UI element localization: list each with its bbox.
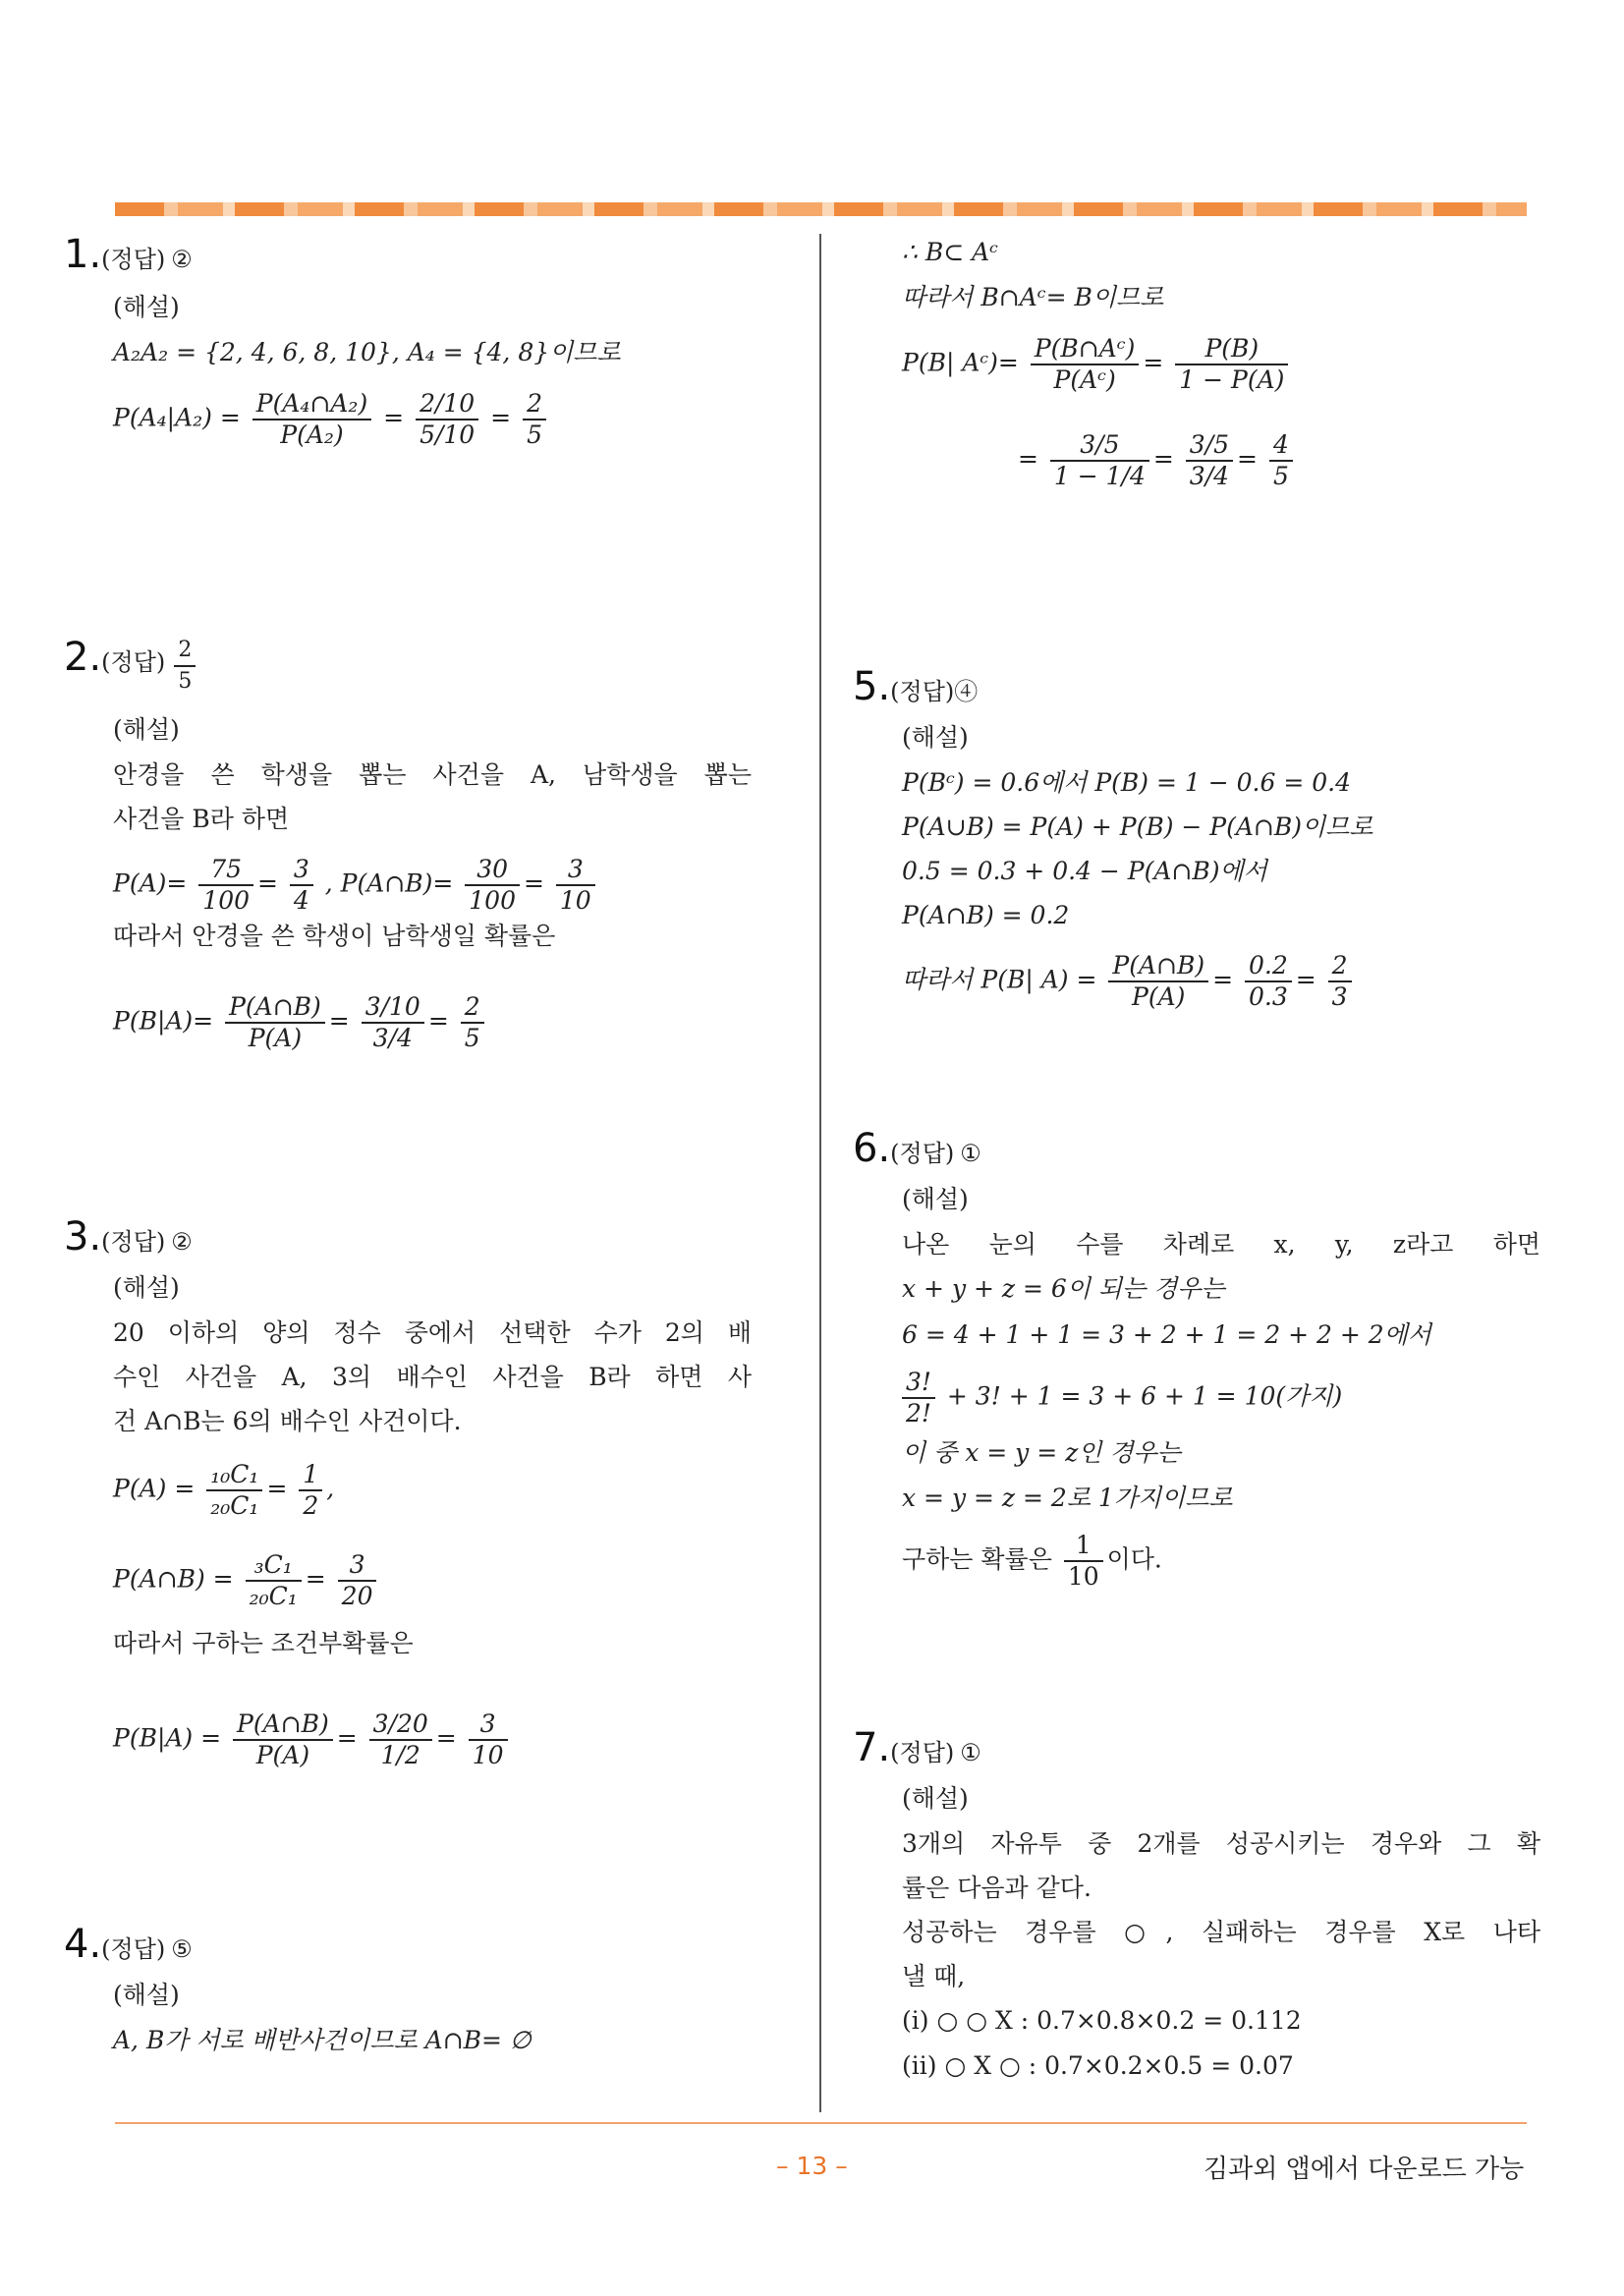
fraction: $\frac{2}{5}$ — [523, 389, 546, 450]
solution-text: 따라서 안경을 쓴 학생이 남학생일 확률은 — [113, 922, 556, 950]
top-decorative-bar — [115, 202, 1527, 216]
answer-tag: (정답) — [101, 648, 166, 676]
solution-text: 수인 사건을 A, 3의 배수인 사건을 B라 하면 사 — [113, 1363, 752, 1391]
solution-line: (ii) ○ X ○ : 0.7×0.2×0.5 = 0.07 — [902, 2051, 1294, 2080]
solution-line: x + y + z = 6이 되는 경우는 — [902, 1274, 1225, 1303]
solution-line: A, B가 서로 배반사건이므로 A∩B= ∅ — [113, 2026, 532, 2054]
solution-text: 낼 때, — [902, 1962, 966, 1990]
solution-formula: = $\frac{3/5}{1 - 1/4}$ = $\frac{3/5}{3/4}$ = $\frac{4}{5}$ — [1018, 430, 1297, 491]
solution-line: 이 중 x = y = z인 경우는 — [902, 1438, 1181, 1467]
answer-tag: (정답) — [101, 1935, 166, 1963]
answer-tag: (정답) — [890, 1739, 955, 1766]
fraction: $\frac{\text{P(A₄∩A₂)}}{\text{P(A₂)}}$ — [252, 389, 371, 450]
solution-text: 률은 다음과 같다. — [902, 1874, 1092, 1902]
problem-number: 4. — [64, 1922, 102, 1967]
solution-line: A₂A₂ = {2, 4, 6, 8, 10}, A₄ = {4, 8}이므로 — [113, 338, 621, 366]
solution-text: 20 이하의 양의 정수 중에서 선택한 수가 2의 배 — [113, 1318, 752, 1347]
compound-fraction: $\frac{2/10}{5/10}$ — [416, 389, 478, 450]
solution-text: 안경을 쓴 학생을 뽑는 사건을 A, 남학생을 뽑는 — [113, 760, 752, 789]
solution-formula: P(A) = $\frac{\text{₁₀C₁}}{\text{₂₀C₁}}$ = $\frac{1}{2}$ , — [113, 1460, 335, 1520]
solution-line: (i) ○ ○ X : 0.7×0.8×0.2 = 0.112 — [902, 2006, 1302, 2035]
answer-value: ② — [171, 246, 193, 273]
solution-text: 나온 눈의 수를 차례로 x, y, z라고 하면 — [902, 1230, 1540, 1259]
solution-line: P(A∩B) = 0.2 — [902, 901, 1070, 929]
footer-divider — [115, 2122, 1527, 2124]
solution-formula: P(B|A) = $\frac{P(A\cap B)}{P(A)}$ = $\frac{3/20}{1/2}$ = $\frac{3}{10}$ — [113, 1709, 512, 1770]
problem-number: 5. — [853, 664, 891, 709]
solution-line: ∴ B⊂ Aᶜ — [902, 238, 998, 266]
problem-number: 1. — [64, 232, 102, 277]
solution-formula: P(B| Aᶜ)= $\frac{\text{P(B∩Aᶜ)}}{\text{P(Aᶜ)}}$ = $\frac{P(B)}{1 - P(A)}$ — [902, 334, 1292, 395]
solution-formula: 따라서 P(B| A) = $\frac{P(A\cap B)}{P(A)}$ = $\frac{0.2}{0.3}$ = $\frac{2}{3}$ — [902, 951, 1356, 1012]
explain-label: (해설) — [113, 1273, 180, 1302]
answer-tag: (정답) — [890, 678, 955, 705]
explain-label: (해설) — [113, 715, 180, 744]
explain-label: (해설) — [113, 1981, 180, 2009]
answer-tag: (정답) — [101, 246, 166, 273]
answer-tag: (정답) — [101, 1228, 166, 1256]
solution-line: P(A∪B) = P(A) + P(B) − P(A∩B)이므로 — [902, 812, 1373, 841]
solution-text: 3개의 자유투 중 2개를 성공시키는 경우와 그 확 — [902, 1829, 1540, 1858]
solution-formula: P(A∩B) = $\frac{\text{₃C₁}}{\text{₂₀C₁}}$ = $\frac{3}{20}$ — [113, 1550, 380, 1611]
explain-label: (해설) — [902, 1784, 969, 1813]
page-number: – 13 – — [776, 2152, 848, 2180]
explain-label: (해설) — [902, 723, 969, 752]
solution-formula: P(A₄|A₂) = $\frac{\text{P(A₄∩A₂)}}{\text{P(A₂)}}$ = $\frac{2/10}{5/10}$ = $\frac{2}{5}$ — [113, 389, 550, 450]
formula-lhs: P(A₄|A₂) = — [113, 403, 241, 432]
solution-line: x = y = z = 2로 1가지이므로 — [902, 1484, 1233, 1512]
answer-value: ⑤ — [171, 1935, 193, 1963]
problem-number: 7. — [853, 1725, 891, 1770]
footer-note: 김과외 앱에서 다운로드 가능 — [1204, 2155, 1525, 2184]
solution-text: 따라서 구하는 조건부확률은 — [113, 1629, 414, 1657]
solution-formula: P(B|A)= $\frac{P(A\cap B)}{P(A)}$ = $\frac{3/10}{3/4}$ = $\frac{2}{5}$ — [113, 992, 488, 1053]
explain-label: (해설) — [902, 1185, 969, 1213]
answer-value: ② — [171, 1228, 193, 1256]
answer-value: ① — [960, 1739, 981, 1766]
problem-number: 6. — [853, 1126, 891, 1171]
answer-tag: (정답) — [890, 1140, 955, 1167]
solution-formula: P(A)= $\frac{75}{100}$ = $\frac{3}{4}$ , P(A∩B)= $\frac{30}{100}$ = $\frac{3}{10}$ — [113, 855, 599, 916]
answer-value: ④ — [954, 678, 979, 705]
column-divider — [819, 234, 821, 2112]
solution-line: 0.5 = 0.3 + 0.4 − P(A∩B)에서 — [902, 857, 1267, 885]
answer-value: $\frac{2}{5}$ — [174, 636, 196, 697]
problem-number: 2. — [64, 635, 102, 680]
solution-text: 사건을 B라 하면 — [113, 805, 290, 833]
solution-text: 건 A∩B는 6의 배수인 사건이다. — [113, 1407, 462, 1435]
explain-label: (해설) — [113, 293, 180, 321]
answer-value: ① — [960, 1140, 981, 1167]
solution-formula: $\frac{3!}{2!}$ + 3! + 1 = 3 + 6 + 1 = 10(가지) — [902, 1368, 1342, 1428]
solution-line: P(Bᶜ) = 0.6에서 P(B) = 1 − 0.6 = 0.4 — [902, 768, 1352, 797]
solution-formula: 구하는 확률은 $\frac{1}{10}$ 이다. — [902, 1531, 1162, 1591]
solution-line: 따라서 B∩Aᶜ= B이므로 — [902, 283, 1164, 311]
solution-text: 성공하는 경우를 ○, 실패하는 경우를 X로 나타 — [902, 1918, 1540, 1946]
solution-line: 6 = 4 + 1 + 1 = 3 + 2 + 1 = 2 + 2 + 2에서 — [902, 1320, 1431, 1349]
problem-number: 3. — [64, 1214, 102, 1260]
